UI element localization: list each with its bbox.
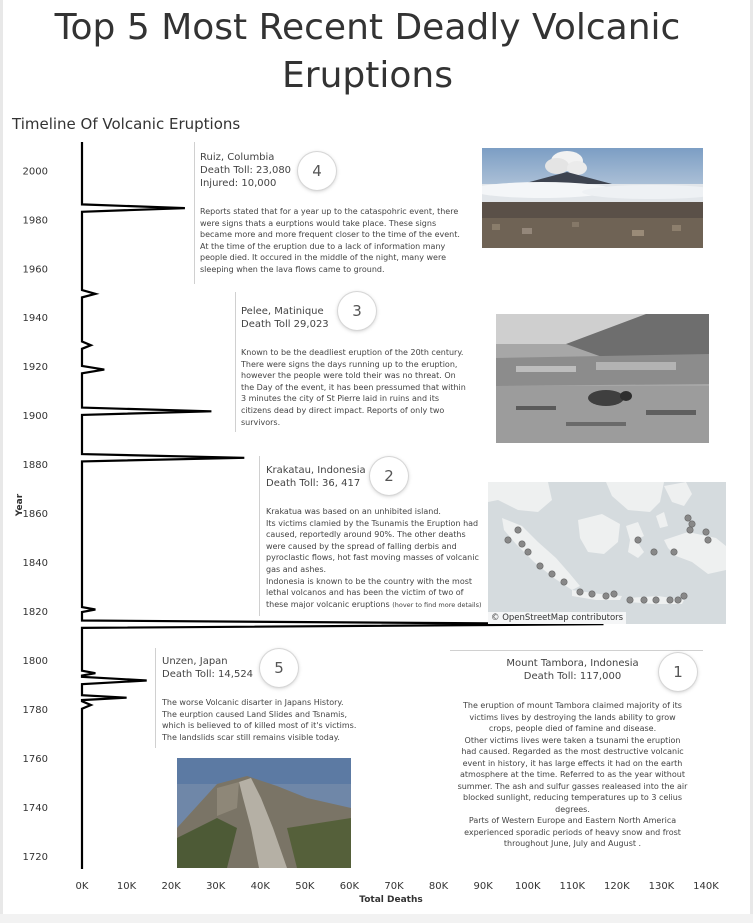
annotation-line: 3 minutes the city of St Pierre laid in ruins and its — [241, 394, 440, 404]
annotation-death-toll: Death Toll: 23,080 — [200, 165, 292, 176]
volcano-marker[interactable] — [515, 527, 521, 533]
annotation-line: sleeping when the lava flows came to ground. — [200, 264, 385, 274]
annotation-line: The eruption of mount Tambora claimed majority of its — [463, 701, 682, 710]
annotation-line: lethal volcanos and has been the victim of two of — [266, 588, 464, 598]
annotation-death-toll: Death Toll: 117,000 — [523, 671, 622, 682]
annotation-line: victims lives by destroying the lands ability to grow — [469, 712, 676, 722]
annotation-line: survivors. — [241, 417, 281, 427]
annotation-divider — [259, 456, 260, 616]
volcano-marker[interactable] — [611, 591, 617, 597]
annotation-tambora — [455, 657, 690, 850]
annotation-title: Ruiz, Columbia — [200, 152, 275, 163]
annotation-line: gas and ashes. — [266, 564, 327, 574]
x-tick-label: 130K — [648, 881, 675, 892]
volcano-marker[interactable] — [681, 593, 687, 599]
x-tick-label: 10K — [116, 881, 137, 892]
ruins-image — [496, 314, 709, 443]
y-tick-label: 1720 — [22, 851, 48, 863]
volcano-marker[interactable] — [671, 549, 677, 555]
volcano-marker[interactable] — [589, 591, 595, 597]
annotation-line: degrees. — [555, 804, 590, 814]
annotation-line: people died. It occured in the middle of the night, many were — [200, 253, 447, 263]
x-tick-label: 120K — [604, 881, 630, 892]
annotation-line: atmosphere at the time. Referred to as the year without — [460, 770, 685, 779]
toolbar-strip — [0, 914, 753, 923]
volcano-marker[interactable] — [653, 597, 659, 603]
volcano-marker[interactable] — [667, 597, 673, 603]
annotation-line: The eurption caused Land Slides and Tsnamis, — [162, 709, 348, 719]
volcano-image — [482, 148, 703, 248]
annotation-line: crops, people died of famine and disease. — [488, 724, 657, 733]
volcano-marker[interactable] — [561, 579, 567, 585]
y-tick-label: 1960 — [22, 264, 48, 276]
volcano-marker[interactable] — [603, 593, 609, 599]
x-tick-label: 60K — [339, 881, 360, 892]
y-tick-label: 1840 — [22, 558, 48, 570]
volcano-marker[interactable] — [549, 571, 555, 577]
y-tick-label: 1900 — [22, 411, 48, 423]
rank-badge-3: 3 — [338, 292, 376, 330]
annotation-line: became more and more frequent closer to the time of the event. — [200, 230, 460, 240]
annotation-line: Known to be the deadliest eruption of the 20th century. — [241, 348, 464, 357]
y-tick-label: 1740 — [22, 802, 48, 814]
ruiz-photo — [482, 148, 703, 248]
x-tick-label: 140K — [693, 881, 719, 892]
x-tick-label: 30K — [206, 881, 226, 892]
annotation-line: these major volcanic eruptions — [266, 599, 390, 609]
volcano-marker[interactable] — [577, 589, 583, 595]
annotation-line: were signs thats a eurptions would take place. These signs — [200, 218, 437, 228]
rank-badge-1: 1 — [659, 653, 697, 691]
annotation-death-toll: Death Toll: 14,524 — [162, 669, 254, 680]
y-tick-label: 1800 — [22, 655, 48, 667]
y-tick-label: 1980 — [22, 215, 48, 227]
annotation-line: event in history, it has large effects it had on the earth — [462, 758, 683, 768]
annotation-line: At the time of the eruption due to a lack of information many — [200, 241, 446, 251]
y-tick-label: 1860 — [22, 509, 48, 521]
annotation-line: blocked sunlight, reducing temperatures up to 3 celius — [462, 793, 682, 802]
annotation-title: Mount Tambora, Indonesia — [506, 658, 639, 669]
y-tick-label: 1940 — [22, 313, 48, 325]
y-axis-ticks — [23, 166, 48, 862]
annotation-line: pyroclastic flows, hot fast moving masses of volcanic — [266, 553, 479, 563]
annotation-divider — [450, 650, 703, 651]
annotation-death-toll: Death Toll 29,023 — [241, 319, 329, 330]
volcano-marker[interactable] — [689, 521, 695, 527]
annotation-divider — [194, 142, 195, 284]
hover-note: (hover to find more details) — [392, 600, 482, 609]
x-axis-ticks — [76, 881, 720, 892]
annotation-line: Indonesia is known to be the country with the most — [266, 576, 473, 586]
x-tick-label: 50K — [295, 881, 315, 892]
annotation-title: Krakatau, Indonesia — [266, 465, 366, 476]
annotation-line: Its victims clamied by the Tsunamis the Eruption had — [266, 518, 479, 528]
volcano-marker[interactable] — [641, 597, 647, 603]
annotation-line: had caused. Regarded as the most destructive volcanic — [461, 747, 684, 756]
rank-badge-4: 4 — [298, 152, 336, 190]
x-tick-label: 20K — [161, 881, 181, 892]
annotation-line: however the people were told their was no threat. On — [241, 371, 456, 381]
annotation-divider — [155, 648, 156, 748]
volcano-marker[interactable] — [635, 537, 641, 543]
annotation-line: were caused by the spread of falling derbis and — [266, 541, 457, 551]
x-tick-label: 80K — [428, 881, 449, 892]
annotation-title: Pelee, Matinique — [241, 306, 324, 317]
volcano-marker[interactable] — [651, 549, 657, 555]
y-axis-label: Year — [15, 493, 25, 517]
annotation-death-toll: Death Toll: 36, 417 — [266, 478, 361, 489]
annotation-divider — [235, 292, 236, 432]
annotation-line: caused, reportedly around 90%. The other deaths — [266, 530, 466, 540]
x-tick-label: 90K — [473, 881, 493, 892]
annotation-line: The worse Volcanic disarter in Japans History. — [162, 698, 344, 707]
annotation-line: Reports stated that for a year up to the cataspohric event, there — [200, 207, 459, 216]
annotation-title: Unzen, Japan — [162, 656, 228, 667]
annotation-line: Other victims lives were taken a tsunami the eruption — [464, 735, 681, 745]
annotation-line: which is believed to of killed most of it's victims. — [162, 721, 357, 731]
y-tick-label: 1820 — [22, 606, 48, 618]
pelee-photo — [496, 314, 709, 443]
x-tick-label: 100K — [514, 881, 541, 892]
volcano-marker[interactable] — [525, 549, 531, 555]
volcano-marker[interactable] — [505, 537, 511, 543]
map-credit: © OpenStreetMap contributors — [488, 612, 626, 624]
volcano-marker[interactable] — [703, 529, 709, 535]
chart-title: Timeline Of Volcanic Eruptions — [12, 115, 241, 133]
annotation-line: citizens dead by direct impact. Reports of only two — [241, 405, 445, 415]
volcano-marker[interactable] — [537, 563, 543, 569]
map-graphic — [488, 482, 726, 624]
y-tick-label: 2000 — [22, 166, 48, 178]
annotation-injured: Injured: 10,000 — [200, 178, 277, 189]
volcano-marker[interactable] — [675, 597, 681, 603]
rank-badge-2: 2 — [370, 457, 408, 495]
annotation-line: There were signs the days running up to the eruption, — [241, 359, 458, 369]
x-axis-label: Total Deaths — [359, 895, 423, 905]
volcano-marker[interactable] — [519, 541, 525, 547]
landslide-image — [177, 758, 351, 868]
y-tick-label: 1760 — [22, 753, 48, 765]
annotation-line: the Day of the event, it has been pressumed that within — [241, 382, 466, 392]
annotation-line: Krakatua was based on an unhibited island. — [266, 507, 441, 516]
volcano-marker[interactable] — [687, 527, 693, 533]
y-tick-label: 1780 — [22, 704, 48, 716]
annotation-line: The landslids scar still remains visible today. — [162, 732, 340, 742]
y-tick-label: 1880 — [22, 460, 48, 472]
x-tick-label: 110K — [559, 881, 586, 892]
volcano-marker[interactable] — [685, 515, 691, 521]
page-title: Top 5 Most Recent Deadly Volcanic Eruptions — [54, 7, 681, 96]
indonesia-map[interactable] — [488, 482, 726, 624]
annotation-line: Parts of Western Europe and Eastern North America — [468, 816, 677, 825]
annotation-line: throughout June, July and August . — [503, 839, 642, 848]
rank-badge-5: 5 — [260, 649, 298, 687]
x-tick-label: 0K — [75, 881, 89, 892]
annotation-line: experienced sporadic periods of heavy snow and frost — [464, 827, 681, 837]
x-tick-label: 70K — [384, 881, 404, 892]
y-tick-label: 1920 — [22, 362, 48, 374]
annotation-line: summer. The ash and sulfur gasses realeased into the air — [457, 781, 688, 791]
unzen-photo — [177, 758, 351, 868]
volcano-marker[interactable] — [627, 597, 633, 603]
volcano-marker[interactable] — [705, 537, 711, 543]
x-tick-label: 40K — [250, 881, 270, 892]
